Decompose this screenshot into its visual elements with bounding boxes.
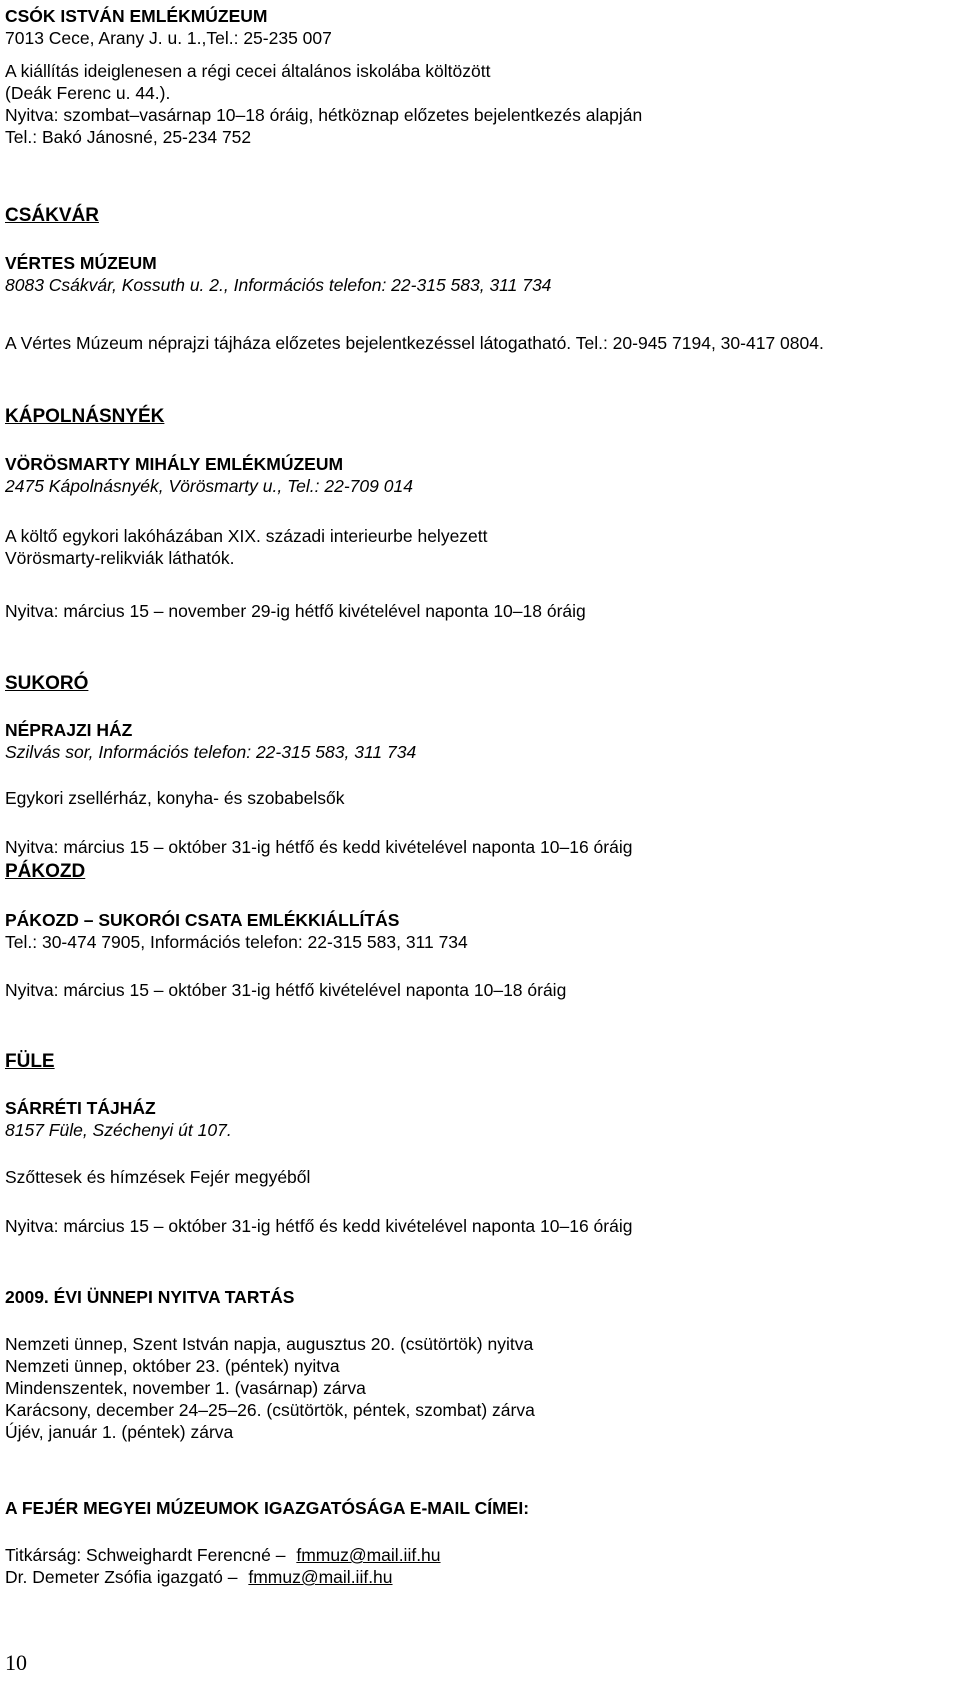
sukoro-museum-title: NÉPRAJZI HÁZ — [5, 720, 133, 740]
pakozd-hours: Nyitva: március 15 – október 31-ig hétfő kivételével naponta 10–18 óráig — [5, 980, 567, 1000]
cece-info — [5, 60, 642, 148]
cece-address: 7013 Cece, Arany J. u. 1.,Tel.: 25-235 007 — [5, 28, 332, 48]
sukoro-desc-block — [5, 787, 344, 809]
pakozd-museum — [5, 909, 468, 953]
pakozd-section — [5, 861, 85, 883]
emails-section — [5, 1497, 529, 1519]
csakvar-section — [5, 205, 99, 227]
email-row — [5, 1566, 441, 1588]
email-link[interactable]: fmmuz@mail.iif.hu — [296, 1545, 441, 1565]
csakvar-note: A Vértes Múzeum néprajzi tájháza előzetes bejelentkezéssel látogatható. Tel.: 20-945 7194, 30-417 0804. — [5, 333, 824, 353]
kapolnasnyek-desc — [5, 525, 488, 569]
sukoro-hours: Nyitva: március 15 – október 31-ig hétfő és kedd kivételével naponta 10–16 óráig — [5, 837, 633, 857]
sukoro-heading: SUKORÓ — [5, 673, 89, 694]
cece-line: A kiállítás ideiglenesen a régi cecei általános iskolába költözött — [5, 61, 491, 81]
fule-museum-title: SÁRRÉTI TÁJHÁZ — [5, 1098, 156, 1118]
kapolnasnyek-hours-block — [5, 600, 586, 622]
csakvar-note-block — [5, 332, 824, 354]
holiday-item: Újév, január 1. (péntek) zárva — [5, 1422, 234, 1442]
kapolnasnyek-museum — [5, 453, 413, 497]
kapolnasnyek-desc-line: Vörösmarty-relikviák láthatók. — [5, 548, 235, 568]
email-link[interactable]: fmmuz@mail.iif.hu — [248, 1567, 393, 1587]
kapolnasnyek-museum-title: VÖRÖSMARTY MIHÁLY EMLÉKMÚZEUM — [5, 454, 344, 474]
email-row — [5, 1544, 441, 1566]
sukoro-museum — [5, 719, 416, 763]
fule-desc: Szőttesek és hímzések Fejér megyéből — [5, 1167, 311, 1187]
kapolnasnyek-hours: Nyitva: március 15 – november 29-ig hétfő kivételével naponta 10–18 óráig — [5, 601, 586, 621]
holidays-section — [5, 1286, 294, 1308]
fule-hours-block — [5, 1215, 632, 1237]
sukoro-hours-block — [5, 836, 632, 858]
pakozd-address: Tel.: 30-474 7905, Információs telefon: 22-315 583, 311 734 — [5, 932, 468, 952]
sukoro-section — [5, 673, 88, 695]
email-label: Titkárság: Schweighardt Ferencné – — [5, 1545, 286, 1565]
holiday-item: Mindenszentek, november 1. (vasárnap) zárva — [5, 1378, 366, 1398]
kapolnasnyek-heading: KÁPOLNÁSNYÉK — [5, 406, 165, 427]
emails-title: A FEJÉR MEGYEI MÚZEUMOK IGAZGATÓSÁGA E-MAIL CÍMEI: — [5, 1498, 530, 1518]
cece-section — [5, 5, 332, 49]
holiday-item: Nemzeti ünnep, október 23. (péntek) nyitva — [5, 1356, 340, 1376]
csakvar-address: 8083 Csákvár, Kossuth u. 2., Információs telefon: 22-315 583, 311 734 — [5, 275, 552, 295]
kapolnasnyek-desc-line: A költő egykori lakóházában XIX. századi interieurbe helyezett — [5, 526, 488, 546]
csakvar-museum-title: VÉRTES MÚZEUM — [5, 253, 157, 273]
cece-line: Tel.: Bakó Jánosné, 25-234 752 — [5, 127, 252, 147]
holidays-title: 2009. ÉVI ÜNNEPI NYITVA TARTÁS — [5, 1287, 295, 1307]
fule-desc-block — [5, 1166, 310, 1188]
pakozd-heading: PÁKOZD — [5, 861, 86, 882]
pakozd-hours-block — [5, 979, 566, 1001]
fule-museum — [5, 1097, 232, 1141]
csakvar-heading: CSÁKVÁR — [5, 205, 99, 226]
page-number: 10 — [5, 1650, 27, 1675]
fule-hours: Nyitva: március 15 – október 31-ig hétfő és kedd kivételével naponta 10–16 óráig — [5, 1216, 633, 1236]
sukoro-desc: Egykori zsellérház, konyha- és szobabelsők — [5, 788, 345, 808]
cece-museum-title: CSÓK ISTVÁN EMLÉKMÚZEUM — [5, 6, 268, 26]
cece-line: (Deák Ferenc u. 44.). — [5, 83, 171, 103]
kapolnasnyek-section — [5, 406, 164, 428]
fule-section — [5, 1051, 55, 1073]
holidays-list — [5, 1333, 535, 1443]
holiday-item: Karácsony, december 24–25–26. (csütörtök, péntek, szombat) zárva — [5, 1400, 535, 1420]
kapolnasnyek-address: 2475 Kápolnásnyék, Vörösmarty u., Tel.: 22-709 014 — [5, 476, 413, 496]
email-label: Dr. Demeter Zsófia igazgató – — [5, 1567, 238, 1587]
holiday-item: Nemzeti ünnep, Szent István napja, augusztus 20. (csütörtök) nyitva — [5, 1334, 534, 1354]
fule-heading: FÜLE — [5, 1051, 55, 1072]
emails-list — [5, 1544, 441, 1588]
pakozd-museum-title: PÁKOZD – SUKORÓI CSATA EMLÉKKIÁLLÍTÁS — [5, 910, 400, 930]
fule-address: 8157 Füle, Széchenyi út 107. — [5, 1120, 232, 1140]
sukoro-address: Szilvás sor, Információs telefon: 22-315 583, 311 734 — [5, 742, 417, 762]
cece-line: Nyitva: szombat–vasárnap 10–18 óráig, hétköznap előzetes bejelentkezés alapján — [5, 105, 643, 125]
csakvar-museum — [5, 252, 551, 296]
